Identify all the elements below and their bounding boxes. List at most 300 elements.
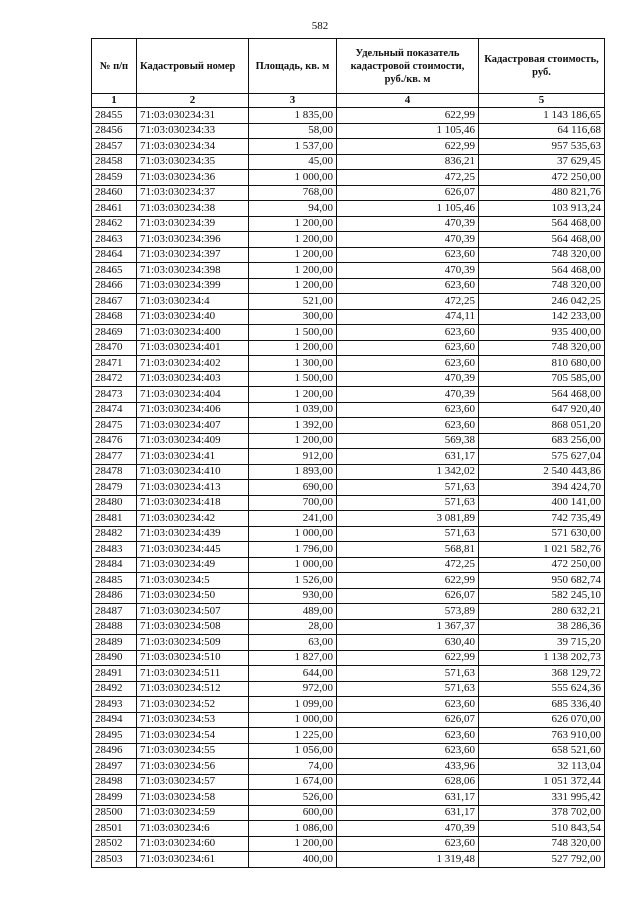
table-row [92,170,605,186]
header-area: Площадь, кв. м [249,39,337,94]
table-row [92,309,605,325]
row-number-cell: 28489 [92,635,137,651]
row-number-cell: 28494 [92,712,137,728]
column-number: 1 [92,94,137,108]
cadastral-number-cell: 71:03:030234:38 [137,201,249,217]
unit-value-cell: 630,40 [337,635,479,651]
area-cell: 1 200,00 [249,216,337,232]
row-number-cell: 28474 [92,402,137,418]
area-cell: 1 000,00 [249,526,337,542]
table-row [92,573,605,589]
cadastral-value-cell: 472 250,00 [479,170,605,186]
table-row [92,278,605,294]
cadastral-number-cell: 71:03:030234:407 [137,418,249,434]
row-number-cell: 28464 [92,247,137,263]
cadastral-value-cell: 394 424,70 [479,480,605,496]
cadastral-value-cell: 658 521,60 [479,743,605,759]
cadastral-value-cell: 683 256,00 [479,433,605,449]
cadastral-value-cell: 950 682,74 [479,573,605,589]
table-row [92,604,605,620]
cadastral-number-cell: 71:03:030234:59 [137,805,249,821]
cadastral-number-cell: 71:03:030234:33 [137,123,249,139]
cadastral-value-cell: 64 116,68 [479,123,605,139]
cadastral-number-cell: 71:03:030234:34 [137,139,249,155]
column-number: 2 [137,94,249,108]
area-cell: 1 200,00 [249,232,337,248]
area-cell: 1 796,00 [249,542,337,558]
area-cell: 1 000,00 [249,557,337,573]
table-row [92,774,605,790]
row-number-cell: 28465 [92,263,137,279]
unit-value-cell: 626,07 [337,712,479,728]
unit-value-cell: 472,25 [337,294,479,310]
header-cadastral-number: Кадастровый номер [137,39,249,94]
row-number-cell: 28468 [92,309,137,325]
cadastral-number-cell: 71:03:030234:397 [137,247,249,263]
row-number-cell: 28496 [92,743,137,759]
table-row [92,852,605,868]
cadastral-number-cell: 71:03:030234:439 [137,526,249,542]
table-row [92,387,605,403]
cadastral-value-cell: 555 624,36 [479,681,605,697]
table-row [92,154,605,170]
cadastral-value-cell: 564 468,00 [479,232,605,248]
table-row [92,542,605,558]
cadastral-value-cell: 935 400,00 [479,325,605,341]
row-number-cell: 28483 [92,542,137,558]
table-row [92,371,605,387]
cadastral-value-cell: 1 051 372,44 [479,774,605,790]
cadastral-number-cell: 71:03:030234:54 [137,728,249,744]
cadastral-number-cell: 71:03:030234:6 [137,821,249,837]
table-row [92,588,605,604]
row-number-cell: 28460 [92,185,137,201]
cadastral-value-cell: 647 920,40 [479,402,605,418]
unit-value-cell: 472,25 [337,557,479,573]
table-row [92,247,605,263]
cadastral-value-cell: 368 129,72 [479,666,605,682]
table-row [92,402,605,418]
unit-value-cell: 623,60 [337,278,479,294]
table-row [92,216,605,232]
area-cell: 28,00 [249,619,337,635]
column-number: 5 [479,94,605,108]
page-number: 582 [311,20,329,32]
row-number-cell: 28469 [92,325,137,341]
row-number-cell: 28471 [92,356,137,372]
cadastral-value-cell: 480 821,76 [479,185,605,201]
cadastral-value-cell: 527 792,00 [479,852,605,868]
table-body [92,108,605,868]
cadastral-value-cell: 748 320,00 [479,247,605,263]
unit-value-cell: 623,60 [337,340,479,356]
cadastral-value-cell: 246 042,25 [479,294,605,310]
area-cell: 241,00 [249,511,337,527]
cadastral-value-cell: 748 320,00 [479,836,605,852]
cadastral-value-cell: 868 051,20 [479,418,605,434]
unit-value-cell: 470,39 [337,232,479,248]
unit-value-cell: 1 342,02 [337,464,479,480]
cadastral-value-cell: 742 735,49 [479,511,605,527]
cadastral-number-cell: 71:03:030234:40 [137,309,249,325]
cadastral-number-cell: 71:03:030234:52 [137,697,249,713]
unit-value-cell: 628,06 [337,774,479,790]
cadastral-value-cell: 705 585,00 [479,371,605,387]
row-number-cell: 28486 [92,588,137,604]
area-cell: 521,00 [249,294,337,310]
cadastral-number-cell: 71:03:030234:406 [137,402,249,418]
cadastral-number-cell: 71:03:030234:511 [137,666,249,682]
unit-value-cell: 569,38 [337,433,479,449]
unit-value-cell: 622,99 [337,108,479,124]
cadastral-number-cell: 71:03:030234:445 [137,542,249,558]
row-number-cell: 28466 [92,278,137,294]
area-cell: 1 000,00 [249,712,337,728]
row-number-cell: 28488 [92,619,137,635]
unit-value-cell: 623,60 [337,402,479,418]
unit-value-cell: 1 105,46 [337,201,479,217]
cadastral-value-cell: 748 320,00 [479,340,605,356]
cadastral-value-cell: 626 070,00 [479,712,605,728]
area-cell: 912,00 [249,449,337,465]
cadastral-number-cell: 71:03:030234:512 [137,681,249,697]
unit-value-cell: 571,63 [337,681,479,697]
column-number-row [92,94,605,108]
cadastral-value-cell: 510 843,54 [479,821,605,837]
header-unit-value: Удельный показатель кадастровой стоимости, руб./кв. м [337,39,479,94]
area-cell: 1 835,00 [249,108,337,124]
area-cell: 1 500,00 [249,371,337,387]
table-row [92,635,605,651]
cadastral-number-cell: 71:03:030234:507 [137,604,249,620]
row-number-cell: 28455 [92,108,137,124]
area-cell: 300,00 [249,309,337,325]
table-row [92,418,605,434]
header-cadastral-value: Кадастровая стоимость, руб. [479,39,605,94]
cadastral-number-cell: 71:03:030234:399 [137,278,249,294]
area-cell: 1 039,00 [249,402,337,418]
row-number-cell: 28457 [92,139,137,155]
header-row-number: № п/п [92,39,137,94]
row-number-cell: 28461 [92,201,137,217]
unit-value-cell: 568,81 [337,542,479,558]
row-number-cell: 28482 [92,526,137,542]
cadastral-value-cell: 472 250,00 [479,557,605,573]
area-cell: 768,00 [249,185,337,201]
table-row [92,759,605,775]
table-row [92,356,605,372]
cadastral-value-cell: 331 995,42 [479,790,605,806]
row-number-cell: 28495 [92,728,137,744]
unit-value-cell: 623,60 [337,697,479,713]
cadastral-value-cell: 763 910,00 [479,728,605,744]
row-number-cell: 28472 [92,371,137,387]
cadastral-number-cell: 71:03:030234:410 [137,464,249,480]
row-number-cell: 28500 [92,805,137,821]
row-number-cell: 28458 [92,154,137,170]
area-cell: 1 200,00 [249,278,337,294]
table-row [92,325,605,341]
unit-value-cell: 631,17 [337,790,479,806]
unit-value-cell: 836,21 [337,154,479,170]
cadastral-number-cell: 71:03:030234:53 [137,712,249,728]
cadastral-number-cell: 71:03:030234:508 [137,619,249,635]
unit-value-cell: 623,60 [337,728,479,744]
cadastral-number-cell: 71:03:030234:509 [137,635,249,651]
cadastral-number-cell: 71:03:030234:49 [137,557,249,573]
cadastral-value-cell: 957 535,63 [479,139,605,155]
table-row [92,294,605,310]
area-cell: 1 099,00 [249,697,337,713]
column-number: 4 [337,94,479,108]
unit-value-cell: 1 367,37 [337,619,479,635]
row-number-cell: 28493 [92,697,137,713]
column-number: 3 [249,94,337,108]
cadastral-number-cell: 71:03:030234:56 [137,759,249,775]
unit-value-cell: 622,99 [337,573,479,589]
unit-value-cell: 631,17 [337,805,479,821]
area-cell: 74,00 [249,759,337,775]
cadastral-value-cell: 575 627,04 [479,449,605,465]
cadastral-number-cell: 71:03:030234:57 [137,774,249,790]
area-cell: 400,00 [249,852,337,868]
unit-value-cell: 470,39 [337,821,479,837]
cadastral-number-cell: 71:03:030234:55 [137,743,249,759]
cadastral-number-cell: 71:03:030234:396 [137,232,249,248]
area-cell: 690,00 [249,480,337,496]
area-cell: 1 000,00 [249,170,337,186]
table-row [92,495,605,511]
area-cell: 1 200,00 [249,263,337,279]
cadastral-value-cell: 571 630,00 [479,526,605,542]
table-row [92,201,605,217]
cadastral-number-cell: 71:03:030234:409 [137,433,249,449]
area-cell: 489,00 [249,604,337,620]
area-cell: 1 674,00 [249,774,337,790]
row-number-cell: 28490 [92,650,137,666]
area-cell: 1 056,00 [249,743,337,759]
table-row [92,480,605,496]
unit-value-cell: 622,99 [337,650,479,666]
cadastral-number-cell: 71:03:030234:42 [137,511,249,527]
unit-value-cell: 474,11 [337,309,479,325]
area-cell: 1 200,00 [249,247,337,263]
cadastral-number-cell: 71:03:030234:4 [137,294,249,310]
cadastral-value-table [91,38,605,868]
unit-value-cell: 1 105,46 [337,123,479,139]
row-number-cell: 28475 [92,418,137,434]
cadastral-value-cell: 39 715,20 [479,635,605,651]
cadastral-number-cell: 71:03:030234:400 [137,325,249,341]
row-number-cell: 28502 [92,836,137,852]
table-row [92,790,605,806]
row-number-cell: 28459 [92,170,137,186]
table-row [92,650,605,666]
table-row [92,263,605,279]
row-number-cell: 28499 [92,790,137,806]
row-number-cell: 28501 [92,821,137,837]
cadastral-value-cell: 142 233,00 [479,309,605,325]
area-cell: 600,00 [249,805,337,821]
area-cell: 1 537,00 [249,139,337,155]
unit-value-cell: 626,07 [337,185,479,201]
row-number-cell: 28479 [92,480,137,496]
unit-value-cell: 623,60 [337,418,479,434]
area-cell: 526,00 [249,790,337,806]
area-cell: 930,00 [249,588,337,604]
row-number-cell: 28456 [92,123,137,139]
cadastral-value-cell: 38 286,36 [479,619,605,635]
cadastral-value-cell: 564 468,00 [479,216,605,232]
area-cell: 1 893,00 [249,464,337,480]
cadastral-number-cell: 71:03:030234:5 [137,573,249,589]
table-row [92,821,605,837]
table-row [92,340,605,356]
cadastral-value-cell: 685 336,40 [479,697,605,713]
unit-value-cell: 622,99 [337,139,479,155]
cadastral-value-cell: 2 540 443,86 [479,464,605,480]
area-cell: 1 500,00 [249,325,337,341]
area-cell: 1 200,00 [249,433,337,449]
cadastral-number-cell: 71:03:030234:36 [137,170,249,186]
cadastral-value-cell: 1 138 202,73 [479,650,605,666]
unit-value-cell: 571,63 [337,495,479,511]
cadastral-number-cell: 71:03:030234:418 [137,495,249,511]
table-row [92,123,605,139]
area-cell: 1 200,00 [249,340,337,356]
area-cell: 1 200,00 [249,836,337,852]
area-cell: 1 225,00 [249,728,337,744]
unit-value-cell: 623,60 [337,356,479,372]
unit-value-cell: 626,07 [337,588,479,604]
area-cell: 1 526,00 [249,573,337,589]
area-cell: 644,00 [249,666,337,682]
row-number-cell: 28491 [92,666,137,682]
cadastral-number-cell: 71:03:030234:403 [137,371,249,387]
table-row [92,557,605,573]
unit-value-cell: 571,63 [337,526,479,542]
table-row [92,697,605,713]
unit-value-cell: 631,17 [337,449,479,465]
unit-value-cell: 623,60 [337,836,479,852]
area-cell: 94,00 [249,201,337,217]
area-cell: 972,00 [249,681,337,697]
table-row [92,619,605,635]
unit-value-cell: 571,63 [337,480,479,496]
row-number-cell: 28462 [92,216,137,232]
row-number-cell: 28503 [92,852,137,868]
unit-value-cell: 470,39 [337,263,479,279]
cadastral-number-cell: 71:03:030234:398 [137,263,249,279]
table-row [92,139,605,155]
cadastral-number-cell: 71:03:030234:31 [137,108,249,124]
table-row [92,712,605,728]
table-row [92,681,605,697]
row-number-cell: 28492 [92,681,137,697]
area-cell: 45,00 [249,154,337,170]
row-number-cell: 28467 [92,294,137,310]
cadastral-number-cell: 71:03:030234:39 [137,216,249,232]
unit-value-cell: 433,96 [337,759,479,775]
table-row [92,511,605,527]
cadastral-number-cell: 71:03:030234:402 [137,356,249,372]
cadastral-number-cell: 71:03:030234:35 [137,154,249,170]
cadastral-value-cell: 280 632,21 [479,604,605,620]
row-number-cell: 28478 [92,464,137,480]
unit-value-cell: 623,60 [337,325,479,341]
cadastral-value-cell: 1 143 186,65 [479,108,605,124]
area-cell: 1 392,00 [249,418,337,434]
cadastral-number-cell: 71:03:030234:510 [137,650,249,666]
unit-value-cell: 470,39 [337,371,479,387]
cadastral-number-cell: 71:03:030234:413 [137,480,249,496]
cadastral-value-cell: 748 320,00 [479,278,605,294]
unit-value-cell: 470,39 [337,216,479,232]
cadastral-number-cell: 71:03:030234:401 [137,340,249,356]
table-row [92,836,605,852]
cadastral-number-cell: 71:03:030234:404 [137,387,249,403]
unit-value-cell: 3 081,89 [337,511,479,527]
table-row [92,728,605,744]
cadastral-value-cell: 400 141,00 [479,495,605,511]
row-number-cell: 28498 [92,774,137,790]
area-cell: 1 300,00 [249,356,337,372]
table-row [92,805,605,821]
row-number-cell: 28470 [92,340,137,356]
cadastral-value-cell: 810 680,00 [479,356,605,372]
cadastral-number-cell: 71:03:030234:41 [137,449,249,465]
row-number-cell: 28497 [92,759,137,775]
row-number-cell: 28480 [92,495,137,511]
table-row [92,526,605,542]
table-row [92,743,605,759]
unit-value-cell: 1 319,48 [337,852,479,868]
area-cell: 1 086,00 [249,821,337,837]
table-header-row [92,39,605,94]
cadastral-value-cell: 564 468,00 [479,387,605,403]
cadastral-value-cell: 582 245,10 [479,588,605,604]
cadastral-number-cell: 71:03:030234:50 [137,588,249,604]
table-row [92,449,605,465]
cadastral-value-cell: 32 113,04 [479,759,605,775]
cadastral-number-cell: 71:03:030234:37 [137,185,249,201]
area-cell: 58,00 [249,123,337,139]
row-number-cell: 28485 [92,573,137,589]
unit-value-cell: 573,89 [337,604,479,620]
row-number-cell: 28484 [92,557,137,573]
cadastral-value-cell: 564 468,00 [479,263,605,279]
cadastral-number-cell: 71:03:030234:58 [137,790,249,806]
cadastral-value-cell: 37 629,45 [479,154,605,170]
row-number-cell: 28476 [92,433,137,449]
area-cell: 700,00 [249,495,337,511]
area-cell: 63,00 [249,635,337,651]
row-number-cell: 28473 [92,387,137,403]
unit-value-cell: 571,63 [337,666,479,682]
cadastral-number-cell: 71:03:030234:61 [137,852,249,868]
area-cell: 1 827,00 [249,650,337,666]
cadastral-value-cell: 103 913,24 [479,201,605,217]
table-row [92,185,605,201]
table-row [92,433,605,449]
unit-value-cell: 472,25 [337,170,479,186]
unit-value-cell: 623,60 [337,743,479,759]
row-number-cell: 28477 [92,449,137,465]
cadastral-value-cell: 1 021 582,76 [479,542,605,558]
unit-value-cell: 623,60 [337,247,479,263]
unit-value-cell: 470,39 [337,387,479,403]
area-cell: 1 200,00 [249,387,337,403]
